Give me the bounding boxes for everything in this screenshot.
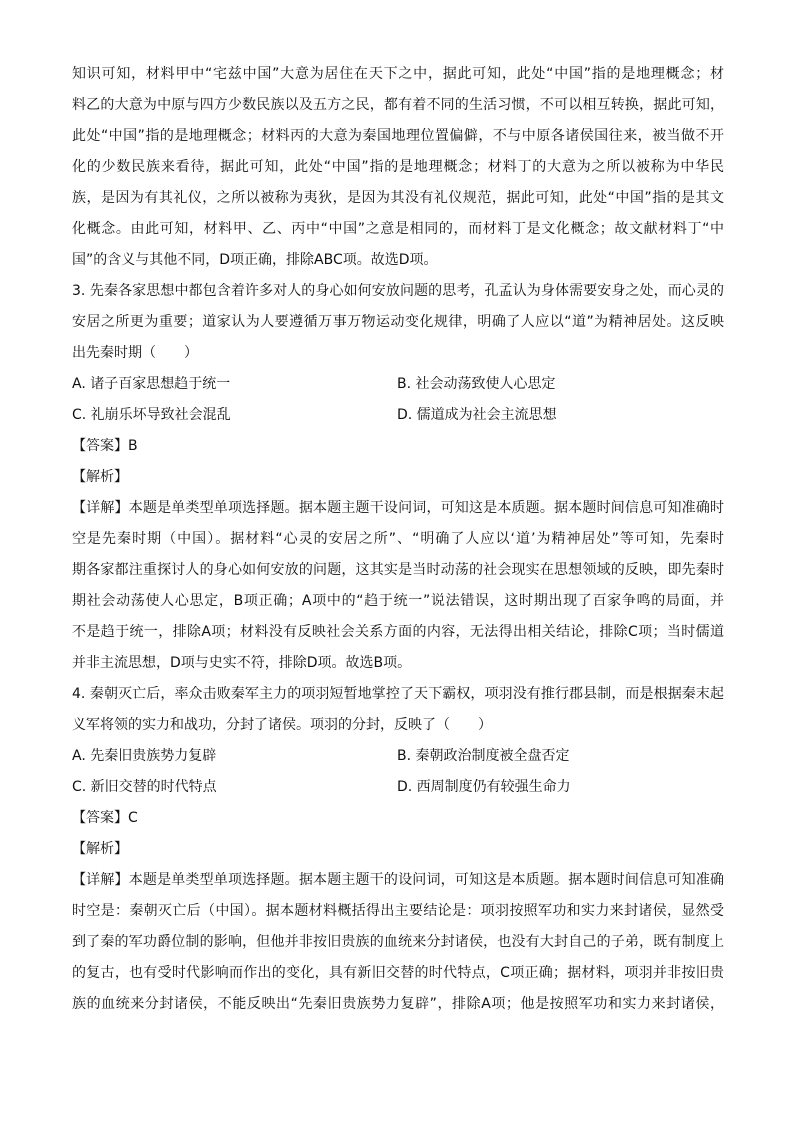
question-stem-line: 安居之所更为重要；道家认为人要遵循万事万物运动变化规律，明确了人应以“道”为精神居处。这反映 — [72, 314, 724, 330]
options-row — [72, 369, 724, 400]
options-row — [72, 400, 724, 431]
option-b: B. 社会动荡致使人心思定 — [397, 376, 556, 392]
detail-line: 期社会动荡使人心思定，B项正确；A项中的“趋于统一”说法错误，这时期出现了百家争鸣的局面，并 — [72, 593, 724, 609]
answer-tag: 【答案】 — [72, 810, 128, 826]
detail-line: 到了秦的军功爵位制的影响，但他并非按旧贵族的血统来分封诸侯，也没有大封自己的子弟，既有制度上 — [72, 934, 724, 950]
option-a: A. 诸子百家思想趋于统一 — [72, 376, 231, 392]
answer-line — [72, 803, 724, 834]
analysis-heading: 【解析】 — [72, 841, 128, 857]
question-4 — [72, 679, 724, 1020]
text-line: 化概念。由此可知，材料甲、乙、丙中“中国”之意是相同的，而材料丁是文化概念；故文献材料丁“中 — [72, 221, 724, 237]
text-line: 料乙的大意为中原与四方少数民族以及五方之民，都有着不同的生活习惯，不可以相互转换，据此可知， — [72, 97, 724, 113]
option-d: D. 西周制度仍有较强生命力 — [397, 779, 571, 795]
option-c: C. 新旧交替的时代特点 — [72, 779, 217, 795]
question-stem-line: 出先秦时期（ ） — [72, 345, 198, 361]
answer-line — [72, 431, 724, 462]
detail-line: 【详解】本题是单类型单项选择题。据本题主题干设问词，可知这是本质题。据本题时间信息可知准确时 — [72, 500, 724, 516]
option-a: A. 先秦旧贵族势力复辟 — [72, 748, 217, 764]
option-b: B. 秦朝政治制度被全盘否定 — [397, 748, 570, 764]
prev-question-analysis — [72, 59, 724, 276]
detail-line: 族的血统来分封诸侯，不能反映出“先秦旧贵族势力复辟”，排除A项；他是按照军功和实力来封诸侯， — [72, 996, 724, 1012]
question-3 — [72, 276, 724, 679]
analysis-heading: 【解析】 — [72, 469, 128, 485]
answer-tag: 【答案】 — [72, 438, 128, 454]
text-line: 知识可知，材料甲中“宅兹中国”大意为居住在天下之中，据此可知，此处“中国”指的是地理概念；材 — [72, 66, 724, 82]
detail-line: 期各家都注重探讨人的身心如何安放的问题，这其实是当时动荡的社会现实在思想领域的反映，即先秦时 — [72, 562, 724, 578]
text-line: 族，是因为有其礼仪，之所以被称为夷狄，是因为其没有礼仪规范，据此可知，此处“中国”指的是其文 — [72, 190, 724, 206]
question-stem-line: 3. 先秦各家思想中都包含着许多对人的身心如何安放问题的思考，孔孟认为身体需要安身之处，而心灵的 — [72, 283, 724, 299]
detail-line: 空是先秦时期（中国）。据材料“心灵的安居之所”、“明确了人应以‘道’为精神居处”等可知，先秦时 — [72, 531, 724, 547]
options-row — [72, 772, 724, 803]
question-stem-line: 4. 秦朝灭亡后，率众击败秦军主力的项羽短暂地掌控了天下霸权，项羽没有推行郡县制，而是根据秦末起 — [72, 686, 724, 702]
answer-value: B — [128, 438, 138, 454]
detail-line: 的复古，也有受时代影响而作出的变化，具有新旧交替的时代特点，C项正确；据材料，项羽并非按旧贵 — [72, 965, 724, 981]
text-line: 此处“中国”指的是地理概念；材料丙的大意为秦国地理位置偏僻，不与中原各诸侯国往来，被当做不开 — [72, 128, 724, 144]
option-c: C. 礼崩乐坏导致社会混乱 — [72, 407, 231, 423]
detail-line: 并非主流思想，D项与史实不符，排除D项。故选B项。 — [72, 655, 412, 671]
question-stem-line: 义军将领的实力和战功，分封了诸侯。项羽的分封，反映了（ ） — [72, 717, 492, 733]
text-line: 化的少数民族来看待，据此可知，此处“中国”指的是地理概念；材料丁的大意为之所以被称为中华民 — [72, 159, 724, 175]
text-line: 国”的含义与其他不同，D项正确，排除ABC项。故选D项。 — [72, 252, 438, 268]
detail-line: 时空是：秦朝灭亡后（中国）。据本题材料概括得出主要结论是：项羽按照军功和实力来封诸侯，显然受 — [72, 903, 724, 919]
answer-value: C — [128, 810, 138, 826]
option-d: D. 儒道成为社会主流思想 — [397, 407, 557, 423]
detail-line: 不是趋于统一，排除A项；材料没有反映社会关系方面的内容，无法得出相关结论，排除C项；当时儒道 — [72, 624, 724, 640]
detail-line: 【详解】本题是单类型单项选择题。据本题主题干的设问词，可知这是本质题。据本题时间信息可知准确 — [72, 872, 724, 888]
options-row — [72, 741, 724, 772]
